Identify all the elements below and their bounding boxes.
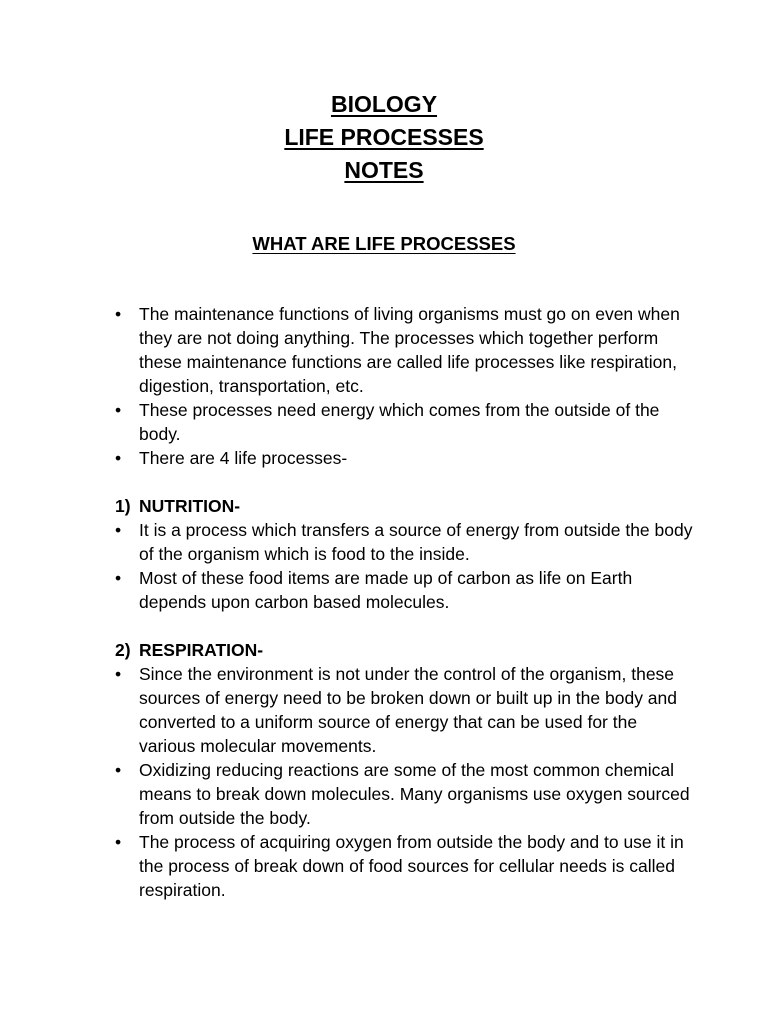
bullet-icon: • [115,760,122,780]
bullet-icon: • [115,400,122,420]
list-item [115,830,695,902]
bullet-text: Since the environment is not under the control of the organism, these sources of energy need to be broken down or built up in the body and converted to a uniform source of energy that can be used for the various molecular movements. [139,664,678,756]
respiration-bullet-list [115,662,695,902]
bullet-text: Oxidizing reducing reactions are some of the most common chemical means to break down molecules. Many organisms use oxygen sourced from outside the body. [139,760,690,828]
list-item [115,758,695,830]
bullet-icon: • [115,568,122,588]
bullet-icon: • [115,448,122,468]
list-item [115,446,695,470]
nutrition-bullet-list [115,518,695,614]
section-title: RESPIRATION- [139,640,264,660]
bullet-text: Most of these food items are made up of carbon as life on Earth depends upon carbon based molecules. [139,568,633,612]
section-title: NUTRITION- [139,496,241,516]
list-item [115,398,695,446]
bullet-icon: • [115,664,122,684]
list-item [115,662,695,758]
bullet-icon: • [115,832,122,852]
intro-bullet-list [115,302,695,470]
bullet-icon: • [115,520,122,540]
bullet-text: These processes need energy which comes from the outside of the body. [139,400,660,444]
bullet-text: It is a process which transfers a source of energy from outside the body of the organism which is food to the inside. [139,520,693,564]
list-item [115,518,695,566]
section-heading-respiration [115,638,263,662]
title-biology: BIOLOGY [330,91,438,117]
section-number: 2) [115,640,131,660]
subtitle-what-are-life-processes: WHAT ARE LIFE PROCESSES [252,233,516,254]
bullet-text: The process of acquiring oxygen from outside the body and to use it in the process of break down of food sources for cellular needs is called respiration. [139,832,684,900]
list-item [115,566,695,614]
section-heading-nutrition [115,494,240,518]
bullet-text: The maintenance functions of living organisms must go on even when they are not doing anything. The processes which together perform these maintenance functions are called life processes like respiration, digestion, transportation, etc. [139,304,680,396]
section-number: 1) [115,496,131,516]
bullet-text: There are 4 life processes- [139,448,348,468]
list-item [115,302,695,398]
title-notes: NOTES [344,157,424,183]
bullet-icon: • [115,304,122,324]
title-life-processes: LIFE PROCESSES [284,124,484,150]
